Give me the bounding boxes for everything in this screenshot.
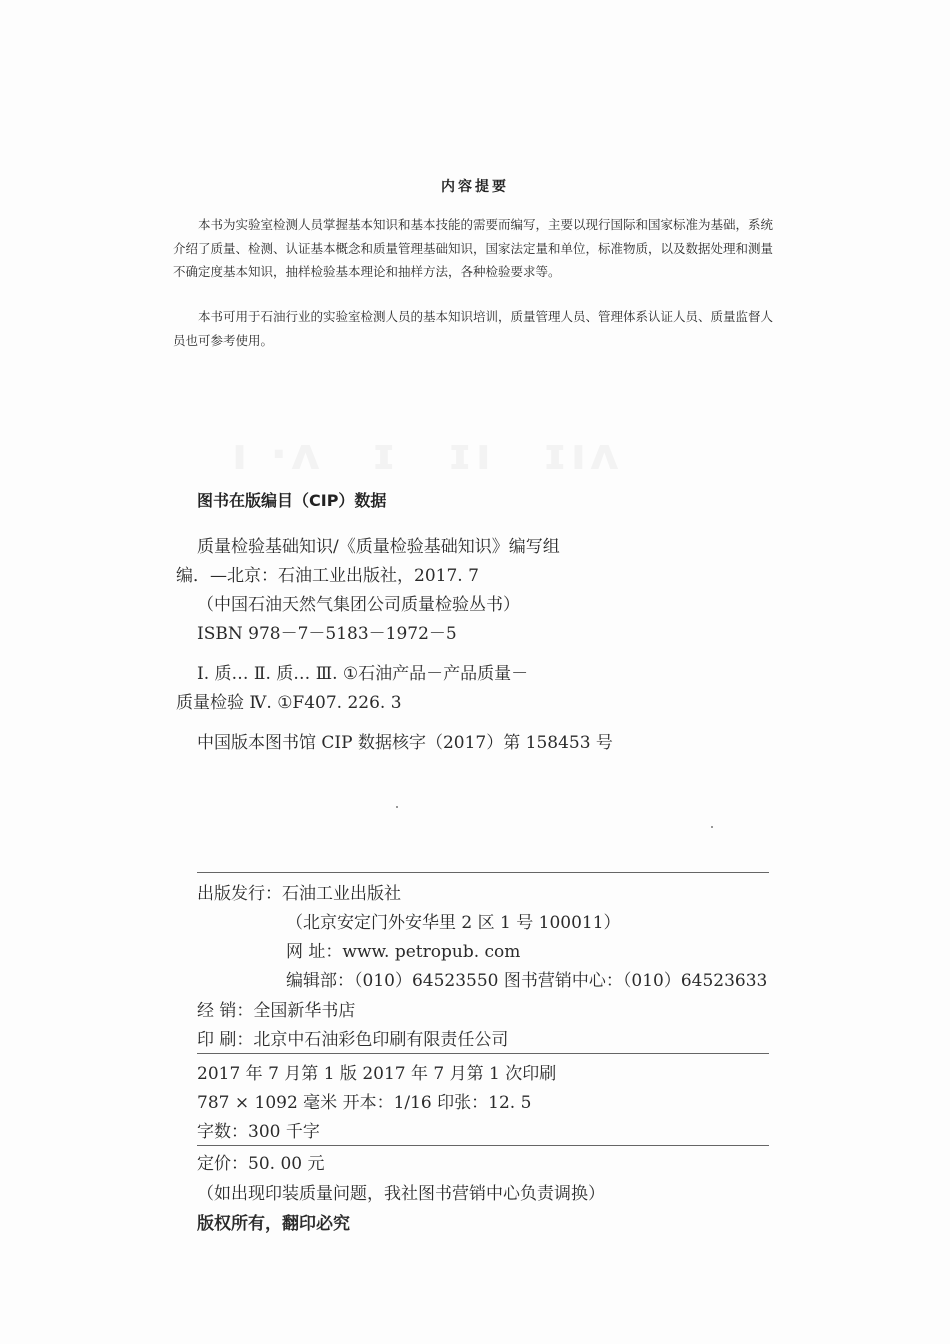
abstract-paragraph: 本书可用于石油行业的实验室检测人员的基本知识培训，质量管理人员、管理体系认证人员、质量监督人员也可参考使用。 bbox=[173, 309, 774, 348]
divider-line bbox=[197, 1053, 769, 1054]
bleed-through-shadow: ı ·ʌ ɪ ɪı ɪıʌ bbox=[232, 429, 623, 480]
price: 定价：50. 00 元 bbox=[197, 1154, 325, 1174]
publisher-phones: 编辑部：（010）64523550 图书营销中心：（010）64523633 bbox=[286, 971, 768, 991]
exchange-note: （如出现印装质量问题，我社图书营销中心负责调换） bbox=[197, 1184, 605, 1204]
cip-title-line: 质量检验基础知识/《质量检验基础知识》编写组 bbox=[197, 537, 560, 557]
cip-heading: 图书在版编目（CIP）数据 bbox=[197, 491, 387, 510]
divider-line bbox=[197, 1145, 769, 1146]
abstract-paragraph: 本书为实验室检测人员掌握基本知识和基本技能的需要而编写，主要以现行国际和国家标准为基础，系统介绍了质量、检测、认证基本概念和质量管理基础知识，国家法定量和单位，标准物质，以及数据处理和测量不确定度基本知识，抽样检验基本理论和抽样方法，各种检验要求等。 bbox=[173, 217, 774, 279]
print-speck bbox=[396, 806, 398, 808]
cip-number: 中国版本图书馆 CIP 数据核字（2017）第 158453 号 bbox=[197, 733, 613, 753]
publisher-website: 网 址：www. petropub. com bbox=[286, 942, 521, 962]
word-count: 字数：300 千字 bbox=[197, 1122, 320, 1142]
divider-line bbox=[197, 872, 769, 873]
edition-info: 2017 年 7 月第 1 版 2017 年 7 月第 1 次印刷 bbox=[197, 1064, 557, 1084]
cip-title-line: 编．—北京：石油工业出版社，2017. 7 bbox=[176, 566, 479, 586]
cip-subject-line: 质量检验 Ⅳ. ①F407. 226. 3 bbox=[176, 693, 402, 713]
distributor: 经 销：全国新华书店 bbox=[197, 1001, 356, 1021]
cip-subject-line: Ⅰ. 质… Ⅱ. 质… Ⅲ. ①石油产品－产品质量－ bbox=[197, 664, 529, 684]
publisher-address: （北京安定门外安华里 2 区 1 号 100011） bbox=[286, 913, 621, 933]
print-speck bbox=[711, 826, 713, 828]
cip-isbn: ISBN 978－7－5183－1972－5 bbox=[197, 624, 457, 644]
copyright-notice: 版权所有，翻印必究 bbox=[197, 1214, 350, 1234]
printer: 印 刷：北京中石油彩色印刷有限责任公司 bbox=[197, 1030, 509, 1050]
cip-series: （中国石油天然气集团公司质量检验丛书） bbox=[197, 595, 520, 615]
publisher: 出版发行：石油工业出版社 bbox=[197, 884, 401, 904]
abstract-title: 内容提要 bbox=[441, 179, 509, 195]
format-info: 787 × 1092 毫米 开本：1/16 印张：12. 5 bbox=[197, 1093, 532, 1113]
